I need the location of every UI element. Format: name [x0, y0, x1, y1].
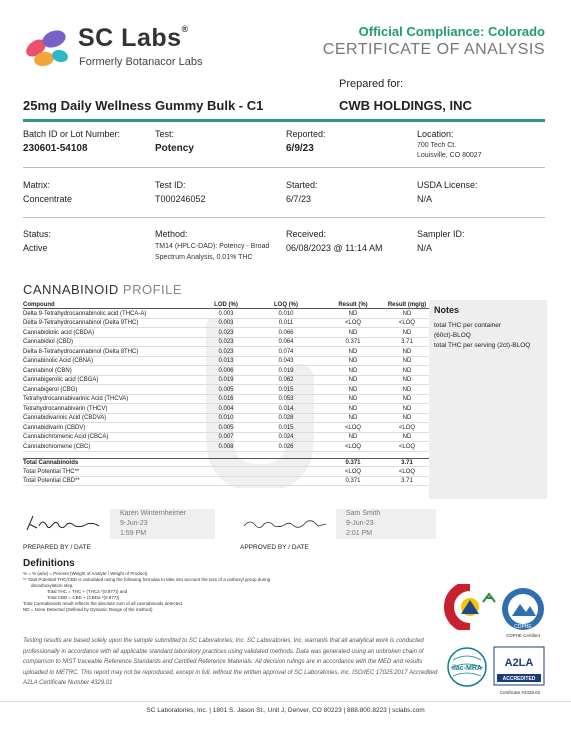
table-cell: 0.014 — [278, 405, 294, 412]
svg-text:A2LA: A2LA — [504, 657, 534, 669]
method-line2: Spectrum Analysis, 0.01% THC — [155, 254, 253, 261]
table-cell: ND — [348, 310, 358, 317]
table-row — [23, 328, 429, 338]
table-cell: Cannabigerolic acid (CBGA) — [23, 377, 99, 383]
approved-by-label: APPROVED BY / DATE — [240, 544, 309, 551]
batch-value: 230601-54108 — [23, 143, 88, 154]
table-cell: <LOQ — [398, 468, 416, 475]
table-cell: Tetrahydrocannabivarin (THCV) — [23, 405, 108, 412]
table-cell: Delta 9-Tetrahydrocannabinolic acid (THCA-A) — [23, 310, 147, 317]
location-line1: 700 Tech Ct. — [417, 142, 457, 149]
table-cell: Tetrahydrocannabivarinic Acid (THCVA) — [23, 396, 129, 402]
table-row — [23, 319, 429, 329]
table-cell: 0.023 — [218, 348, 234, 355]
table-cell: Cannabichromene (CBC) — [23, 443, 91, 450]
batch-label: Batch ID or Lot Number: — [23, 129, 121, 139]
table-row — [23, 357, 429, 367]
brand-name: SC Labs® — [78, 24, 189, 52]
status-value: Active — [23, 243, 48, 253]
header-divider — [23, 119, 545, 122]
table-cell: 0.010 — [218, 415, 234, 421]
table-cell: 0.019 — [218, 377, 234, 383]
table-row — [23, 395, 429, 405]
footer-text: SC Laboratories, Inc. | 1801 S. Jason St., Unit J, Denver, CO 80223 | 888.800.8223 | sclabs.com — [146, 707, 425, 714]
brand-subtitle: Formerly Botanacor Labs — [79, 56, 203, 68]
table-cell: ND — [402, 377, 412, 383]
table-cell: 0.371 — [345, 339, 361, 345]
table-cell: 0.026 — [278, 443, 294, 450]
table-cell: 0.371 — [345, 478, 361, 484]
table-cell: Cannabinolic Acid (CBNA) — [23, 358, 94, 364]
table-cell: ND — [348, 405, 358, 412]
table-cell: <LOQ — [344, 443, 362, 450]
table-cell: ND — [348, 415, 358, 421]
status-label: Status: — [23, 229, 52, 239]
table-cell: 0.008 — [218, 443, 234, 450]
table-cell: ND — [348, 434, 358, 440]
svg-text:ilac-MRA: ilac-MRA — [452, 665, 482, 672]
sc-labs-logo-icon — [22, 26, 74, 68]
table-cell: <LOQ — [344, 424, 362, 431]
table-cell: Cannabidiol (CBD) — [23, 339, 74, 345]
table-cell: Delta 9-Tetrahydrocannabinol (Delta 9THC) — [23, 320, 139, 326]
usda-value: N/A — [417, 194, 433, 204]
approved-time: 2:01 PM — [346, 530, 373, 537]
notes-title: Notes — [434, 305, 460, 315]
table-row — [23, 385, 429, 395]
reported-value: 6/9/23 — [286, 143, 314, 154]
table-row — [23, 433, 429, 443]
prepared-name: Karen Winternheimer — [120, 510, 187, 517]
sampler-label: Sampler ID: — [417, 229, 465, 239]
table-cell: <LOQ — [398, 424, 416, 431]
table-cell: 0.003 — [218, 320, 234, 326]
definitions-text: % = % (w/w) = Percent (Weight of Analyte / Weight of Product) ** Total Potential THC/CBD is calculated using the following formulas to take into account the loss of a carboxyl group during decarboxylation step. Total THC = THC + (THCa *(0.877)) and Total CBD = CBD + (CBDa *(0.877)) Total Cannabinoids result reflects the absolute sum of all cannabinoids detected. ND = None Detected (Defined by Dynamic Range of the method) — [23, 571, 271, 612]
cdphe-certified-label: CDPHE Certified — [506, 633, 540, 638]
table-row — [23, 309, 429, 319]
table-cell: 0.019 — [278, 367, 294, 374]
product-name: 25mg Daily Wellness Gummy Bulk - C1 — [23, 98, 264, 113]
info-divider — [23, 217, 545, 218]
table-cell: Cannabigerol (CBG) — [23, 386, 78, 393]
table-cell: ND — [348, 396, 358, 402]
table-row — [23, 404, 429, 414]
prepared-signature-icon — [23, 512, 103, 538]
table-cell: ND — [402, 367, 412, 374]
table-cell: Total Potential CBD** — [23, 478, 80, 484]
prepared-by-label: PREPARED BY / DATE — [23, 544, 91, 551]
table-cell: 0.003 — [218, 310, 234, 317]
totals-row — [23, 477, 429, 487]
testid-label: Test ID: — [155, 180, 186, 190]
table-cell: ND — [402, 396, 412, 402]
table-cell: ND — [402, 358, 412, 364]
table-row — [23, 347, 429, 357]
table-cell: 0.064 — [278, 339, 294, 345]
table-cell: ND — [402, 405, 412, 412]
table-cell: <LOQ — [344, 320, 362, 326]
totals-row — [23, 467, 429, 477]
matrix-value: Concentrate — [23, 194, 73, 204]
table-cell: 0.011 — [278, 320, 294, 326]
location-label: Location: — [417, 129, 454, 139]
table-cell: 0.371 — [345, 460, 361, 466]
table-cell: 0.004 — [218, 405, 234, 412]
table-cell: 0.005 — [218, 424, 234, 431]
matrix-label: Matrix: — [23, 180, 50, 190]
table-cell: Total Cannabinoids — [23, 460, 79, 466]
table-cell: Cannabidiolic acid (CBDA) — [23, 329, 95, 336]
sampler-value: N/A — [417, 243, 433, 253]
footer-divider — [0, 701, 571, 702]
usda-label: USDA License: — [417, 180, 478, 190]
table-cell: 0.043 — [278, 358, 294, 364]
method-line1: TM14 (HPLC-DAD): Potency - Broad — [155, 243, 270, 250]
table-row — [23, 376, 429, 386]
prepared-for-label: Prepared for: — [339, 78, 404, 90]
method-label: Method: — [155, 229, 188, 239]
table-cell: ND — [348, 386, 358, 393]
table-row — [23, 423, 429, 433]
table-cell: 0.053 — [278, 396, 294, 402]
table-cell: 0.023 — [218, 339, 234, 345]
testid-value: T000246052 — [155, 194, 206, 204]
table-cell: 3.71 — [401, 478, 413, 484]
definitions-title: Definitions — [23, 558, 75, 569]
table-cell: <LOQ — [398, 320, 416, 326]
certificate-number: Certificate #4329.02 — [499, 690, 541, 695]
table-cell: ND — [402, 386, 412, 393]
table-cell: ND — [348, 358, 358, 364]
table-cell: Total Potential THC** — [23, 468, 80, 475]
table-cell: ND — [348, 367, 358, 374]
table-cell: 0.028 — [278, 415, 294, 421]
table-cell: 0.016 — [218, 396, 234, 402]
table-header: Compound LOD (%) LOQ (%) Result (%) Result (mg/g) — [23, 300, 429, 309]
table-cell: ND — [402, 310, 412, 317]
table-row — [23, 338, 429, 348]
info-divider — [23, 167, 545, 168]
table-cell: ND — [348, 377, 358, 383]
table-cell: 0.062 — [278, 377, 294, 383]
table-cell: Cannabichromenic Acid (CBCA) — [23, 434, 109, 440]
totals-row — [23, 458, 429, 468]
table-cell: 0.015 — [278, 424, 294, 431]
table-cell: Cannabidivarin (CBDV) — [23, 424, 86, 431]
table-cell: 3.71 — [401, 460, 413, 466]
ilac-mra-badge-icon — [445, 646, 489, 688]
location-line2: Louisville, CO 80027 — [417, 152, 482, 159]
table-cell: 0.023 — [218, 329, 234, 336]
table-cell: 0.024 — [278, 434, 294, 440]
reported-label: Reported: — [286, 129, 326, 139]
table-cell: 3.71 — [401, 339, 413, 345]
table-cell: ND — [402, 329, 412, 336]
table-cell: 0.074 — [278, 348, 294, 355]
svg-text:ACCREDITED: ACCREDITED — [502, 676, 536, 682]
started-value: 6/7/23 — [286, 194, 312, 204]
colorado-cannabis-badge-icon — [441, 584, 499, 630]
table-row — [23, 414, 429, 424]
client-name: CWB HOLDINGS, INC — [339, 98, 472, 113]
table-cell: <LOQ — [398, 443, 416, 450]
table-cell: 0.007 — [218, 434, 234, 440]
received-label: Received: — [286, 229, 327, 239]
test-value: Potency — [155, 143, 194, 154]
prepared-date: 9-Jun-23 — [120, 520, 148, 527]
table-cell: 0.010 — [278, 310, 294, 317]
svg-text:CDPHE: CDPHE — [514, 624, 532, 630]
table-cell: 0.015 — [278, 386, 294, 393]
table-cell: Cannabidivarinic Acid (CBDVA) — [23, 415, 107, 421]
a2la-accredited-badge-icon — [493, 646, 545, 686]
compliance-heading: Official Compliance: Colorado — [358, 24, 545, 39]
approved-signature-icon — [240, 512, 330, 536]
prepared-time: 1:59 PM — [120, 530, 147, 537]
document-title: CERTIFICATE OF ANALYSIS — [322, 41, 545, 58]
table-cell: ND — [402, 434, 412, 440]
table-cell: ND — [348, 348, 358, 355]
table-row — [23, 442, 429, 452]
table-cell: ND — [402, 348, 412, 355]
table-cell: Cannabinol (CBN) — [23, 367, 72, 374]
cdphe-badge-icon — [500, 586, 546, 632]
approved-name: Sam Smith — [346, 510, 381, 517]
table-cell: <LOQ — [344, 468, 362, 475]
table-row — [23, 366, 429, 376]
table-cell: 0.006 — [218, 367, 234, 374]
test-label: Test: — [155, 129, 175, 139]
approved-date: 9-Jun-23 — [346, 520, 374, 527]
table-cell: 0.005 — [218, 386, 234, 393]
received-value: 06/08/2023 @ 11:14 AM — [286, 243, 383, 253]
table-cell: ND — [348, 329, 358, 336]
table-cell: 0.013 — [218, 358, 234, 364]
table-cell: 0.066 — [278, 329, 294, 336]
started-label: Started: — [286, 180, 318, 190]
table-cell: ND — [402, 415, 412, 421]
table-cell: Delta 8-Tetrahydrocannabinol (Delta 8THC) — [23, 348, 139, 355]
cannabinoid-table — [23, 300, 429, 486]
disclaimer-text: Testing results are based solely upon the sample submitted to SC Laboratories, Inc. SC Laboratories, Inc. warrants that all analytical work is conducted professionally in accordance with all applicable standard laboratory practices using validated methods. Data was generated using an unbroken chain of comparison to NIST traceable Reference Standards and Certified Reference Materials. All decision rulings are in accordance with the MED and results uploaded to METRC. This report may not be reproduced, except in full, without the written approval of SC Laboratories, Inc. ISO/IEC 17025:2017 Accredited A2LA Certificate Number 4329.01 — [23, 638, 438, 686]
notes-text: total THC per container (60ct)-BLOQ total THC per serving (2ct)-BLOQ — [434, 322, 531, 349]
cannabinoid-profile-title: CANNABINOID PROFILE — [23, 282, 183, 297]
